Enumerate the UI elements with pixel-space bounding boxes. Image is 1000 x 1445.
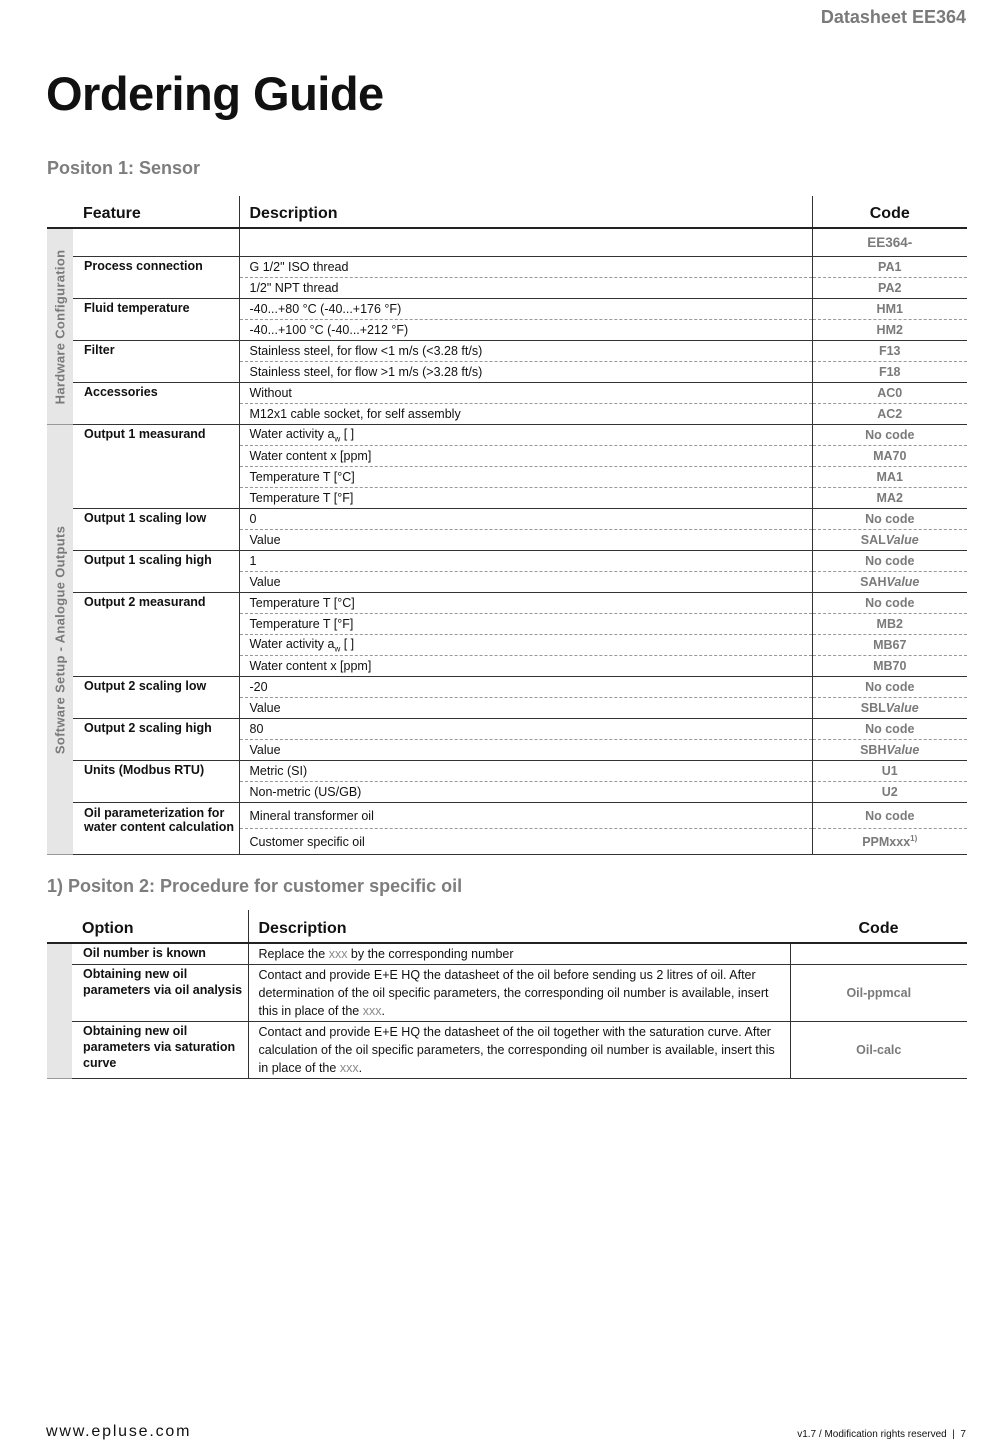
- option-label: Oil number is known: [83, 946, 206, 960]
- description-cell: Mineral transformer oil: [239, 803, 812, 829]
- description-cell: Water activity $a_w$ [ ]: [239, 635, 812, 656]
- code-cell: SBHValue: [812, 740, 967, 761]
- oil-procedure-table: [47, 910, 967, 1079]
- code-cell: MA70: [812, 446, 967, 467]
- description-cell: Contact and provide E+E HQ the datasheet of the oil before sending us 2 litres of oil. After determination of the oil specific parameters, the corresponding oil number is available, insert this in place of the xxx.: [248, 965, 790, 1022]
- description-cell: M12x1 cable socket, for self assembly: [239, 404, 812, 425]
- datasheet-label: Datasheet EE364: [820, 7, 966, 27]
- code-cell: F13: [812, 341, 967, 362]
- feature-label: Filter: [73, 341, 239, 383]
- description-cell: 80: [239, 719, 812, 740]
- code-cell: SAHValue: [812, 572, 967, 593]
- code-cell: U2: [812, 782, 967, 803]
- description-cell: -40...+80 °C (-40...+176 °F): [239, 299, 812, 320]
- description-cell: 0: [239, 509, 812, 530]
- feature-label: Output 1 scaling high: [73, 551, 239, 593]
- table-row: [47, 509, 967, 530]
- feature-label: Process connection: [73, 257, 239, 299]
- code-cell: HM1: [812, 299, 967, 320]
- table-header-row: [47, 196, 967, 228]
- table-row: [47, 761, 967, 782]
- side-band: [47, 943, 72, 1079]
- code-cell: No code: [812, 509, 967, 530]
- code-cell: No code: [812, 425, 967, 446]
- description-cell: Metric (SI): [239, 761, 812, 782]
- description-cell: Temperature T [°C]: [239, 467, 812, 488]
- code-cell: SALValue: [812, 530, 967, 551]
- option-label: Obtaining new oil parameters via saturation curve: [72, 1022, 248, 1079]
- table-row: [47, 719, 967, 740]
- code-cell: AC2: [812, 404, 967, 425]
- feature-label: Output 2 scaling high: [73, 719, 239, 761]
- section2-title: 1) Positon 2: Procedure for customer specific oil: [47, 876, 463, 896]
- feature-label: Output 2 scaling low: [73, 677, 239, 719]
- description-cell: Replace the xxx by the corresponding number: [248, 943, 790, 965]
- feature-label: Oil parameterization for water content calculation: [73, 803, 239, 855]
- base-code: EE364-: [812, 228, 967, 257]
- table-row: [47, 943, 967, 965]
- software-side-band: [47, 425, 73, 855]
- table-row: [47, 965, 967, 1022]
- description-cell: Customer specific oil: [239, 829, 812, 855]
- code-cell: F18: [812, 362, 967, 383]
- software-side-label: Software Setup - Analogue Outputs: [52, 525, 68, 754]
- description-cell: 1: [239, 551, 812, 572]
- feature-label: Output 1 measurand: [73, 425, 239, 509]
- code-cell: MA1: [812, 467, 967, 488]
- description-cell: Value: [239, 572, 812, 593]
- option-header: Option: [72, 910, 248, 943]
- description-cell: -20: [239, 677, 812, 698]
- code-cell: Oil-ppmcal: [790, 965, 967, 1022]
- feature-label: Units (Modbus RTU): [73, 761, 239, 803]
- table-header-row: [47, 910, 967, 943]
- code-cell: MB70: [812, 656, 967, 677]
- description-cell: Temperature T [°F]: [239, 614, 812, 635]
- table-row: [47, 551, 967, 572]
- description-cell: Water content x [ppm]: [239, 446, 812, 467]
- code-cell: No code: [812, 551, 967, 572]
- table-row: [47, 593, 967, 614]
- feature-label: Fluid temperature: [73, 299, 239, 341]
- code-cell: No code: [812, 803, 967, 829]
- code-header: Code: [790, 910, 967, 943]
- code-cell: SBLValue: [812, 698, 967, 719]
- table-row: [47, 803, 967, 829]
- description-cell: Value: [239, 698, 812, 719]
- description-cell: Value: [239, 740, 812, 761]
- description-cell: -40...+100 °C (-40...+212 °F): [239, 320, 812, 341]
- table-row: [47, 1022, 967, 1079]
- description-cell: Stainless steel, for flow <1 m/s (<3.28 ft/s): [239, 341, 812, 362]
- code-cell: PA2: [812, 278, 967, 299]
- code-cell: AC0: [812, 383, 967, 404]
- code-cell: PA1: [812, 257, 967, 278]
- code-cell: PPMxxx$^{1)}$: [812, 829, 967, 855]
- code-cell: MB2: [812, 614, 967, 635]
- code-cell: U1: [812, 761, 967, 782]
- code-cell: MB67: [812, 635, 967, 656]
- hardware-side-label: Hardware Configuration: [52, 249, 68, 404]
- feature-header: Feature: [73, 196, 239, 228]
- description-cell: Value: [239, 530, 812, 551]
- table-row: [47, 257, 967, 278]
- page-title: Ordering Guide: [46, 67, 384, 120]
- description-cell: Water activity $a_w$ [ ]: [239, 425, 812, 446]
- section1-title: Positon 1: Sensor: [47, 158, 201, 178]
- table-row: [47, 383, 967, 404]
- table-row: [47, 425, 967, 446]
- sensor-ordering-table: [47, 196, 967, 855]
- version-note: v1.7 / Modification rights reserved | 7: [797, 1429, 966, 1440]
- feature-label: Accessories: [73, 383, 239, 425]
- code-cell: HM2: [812, 320, 967, 341]
- hardware-side-band: [47, 228, 73, 425]
- code-cell: No code: [812, 593, 967, 614]
- table-row: [47, 228, 967, 257]
- code-cell: Oil-calc: [790, 1022, 967, 1079]
- description-cell: Stainless steel, for flow >1 m/s (>3.28 ft/s): [239, 362, 812, 383]
- description-cell: Without: [239, 383, 812, 404]
- code-cell: [790, 943, 967, 965]
- feature-label: Output 2 measurand: [73, 593, 239, 677]
- code-cell: MA2: [812, 488, 967, 509]
- description-cell: Temperature T [°F]: [239, 488, 812, 509]
- description-header: Description: [239, 196, 812, 228]
- option-label: Obtaining new oil parameters via oil analysis: [72, 965, 248, 1022]
- description-cell: Water content x [ppm]: [239, 656, 812, 677]
- feature-label: Output 1 scaling low: [73, 509, 239, 551]
- description-cell: G 1/2" ISO thread: [239, 257, 812, 278]
- code-cell: No code: [812, 677, 967, 698]
- description-cell: 1/2" NPT thread: [239, 278, 812, 299]
- description-header: Description: [248, 910, 790, 943]
- description-cell: Non-metric (US/GB): [239, 782, 812, 803]
- table-row: [47, 677, 967, 698]
- description-cell: Temperature T [°C]: [239, 593, 812, 614]
- table-row: [47, 299, 967, 320]
- website-link[interactable]: www.epluse.com: [46, 1423, 192, 1440]
- code-header: Code: [812, 196, 967, 228]
- table-row: [47, 341, 967, 362]
- code-cell: No code: [812, 719, 967, 740]
- description-cell: Contact and provide E+E HQ the datasheet of the oil together with the saturation curve. After calculation of the oil specific parameters, the corresponding oil number is available, insert this in place of the xxx.: [248, 1022, 790, 1079]
